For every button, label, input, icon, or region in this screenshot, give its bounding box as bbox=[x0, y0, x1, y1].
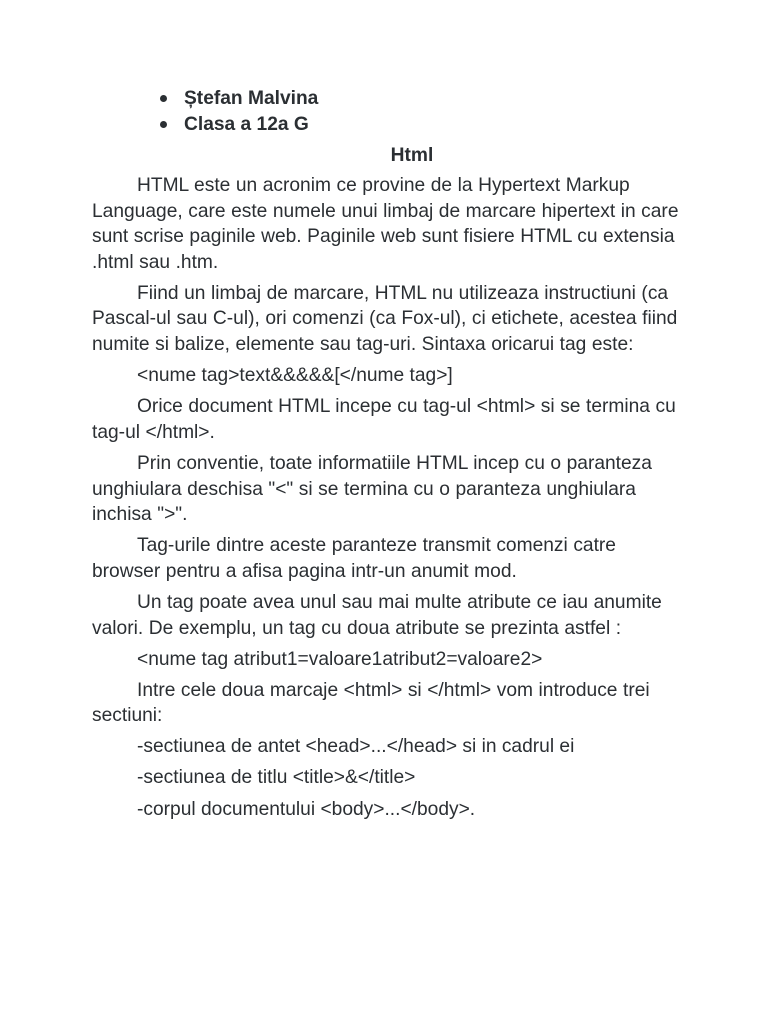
section-body-line: -corpul documentului <body>...</body>. bbox=[137, 798, 476, 820]
paragraph-sections: Intre cele doua marcaje <html> si </html> vom introduce trei sectiuni: bbox=[92, 679, 650, 727]
section-head-line: -sectiunea de antet <head>...</head> si in cadrul ei bbox=[137, 736, 575, 758]
author-name-item bbox=[92, 86, 682, 112]
bullet-icon bbox=[160, 95, 167, 102]
paragraph-markup: Fiind un limbaj de marcare, HTML nu utilizeaza instructiuni (ca Pascal-ul sau C-ul), ori comenzi (ca Fox-ul), ci etichete, acestea fiind numite si balize, elemente sau tag-uri. Sintaxa oricarui tag este: bbox=[92, 282, 678, 356]
bullet-icon bbox=[160, 121, 167, 128]
section-title-line: -sectiunea de titlu <title>&</title> bbox=[137, 767, 416, 789]
author-name: Ștefan Malvina bbox=[184, 88, 319, 109]
class-item bbox=[92, 112, 682, 138]
tag-syntax-line: <nume tag>text&&&&&[</nume tag>] bbox=[137, 365, 453, 387]
paragraph-brackets: Tag-urile dintre aceste paranteze transmit comenzi catre browser pentru a afisa pagina intr-un anumit mod. bbox=[92, 535, 616, 582]
paragraph-html-tag: Orice document HTML incepe cu tag-ul <html> si se termina cu tag-ul </html>. bbox=[92, 396, 676, 443]
document-title: Html bbox=[390, 145, 434, 166]
author-info-list bbox=[92, 86, 682, 138]
paragraph-attributes: Un tag poate avea unul sau mai multe atribute ce iau anumite valori. De exemplu, un tag cu doua atribute se prezinta astfel : bbox=[92, 591, 662, 639]
paragraph-convention: Prin conventie, toate informatiile HTML incep cu o paranteza unghiulara deschisa "<" si se termina cu o paranteza unghiulara inchisa ">". bbox=[92, 452, 652, 526]
class-name: Clasa a 12a G bbox=[184, 114, 309, 135]
paragraph-intro: HTML este un acronim ce provine de la Hypertext Markup Language, care este numele unui limbaj de marcare hipertext in care sunt scrise paginile web. Paginile web sunt fisiere HTML cu extensia .html sau .htm. bbox=[92, 175, 679, 273]
document-content bbox=[92, 86, 682, 828]
attribute-syntax-line: <nume tag atribut1=valoare1atribut2=valoare2> bbox=[137, 648, 543, 670]
